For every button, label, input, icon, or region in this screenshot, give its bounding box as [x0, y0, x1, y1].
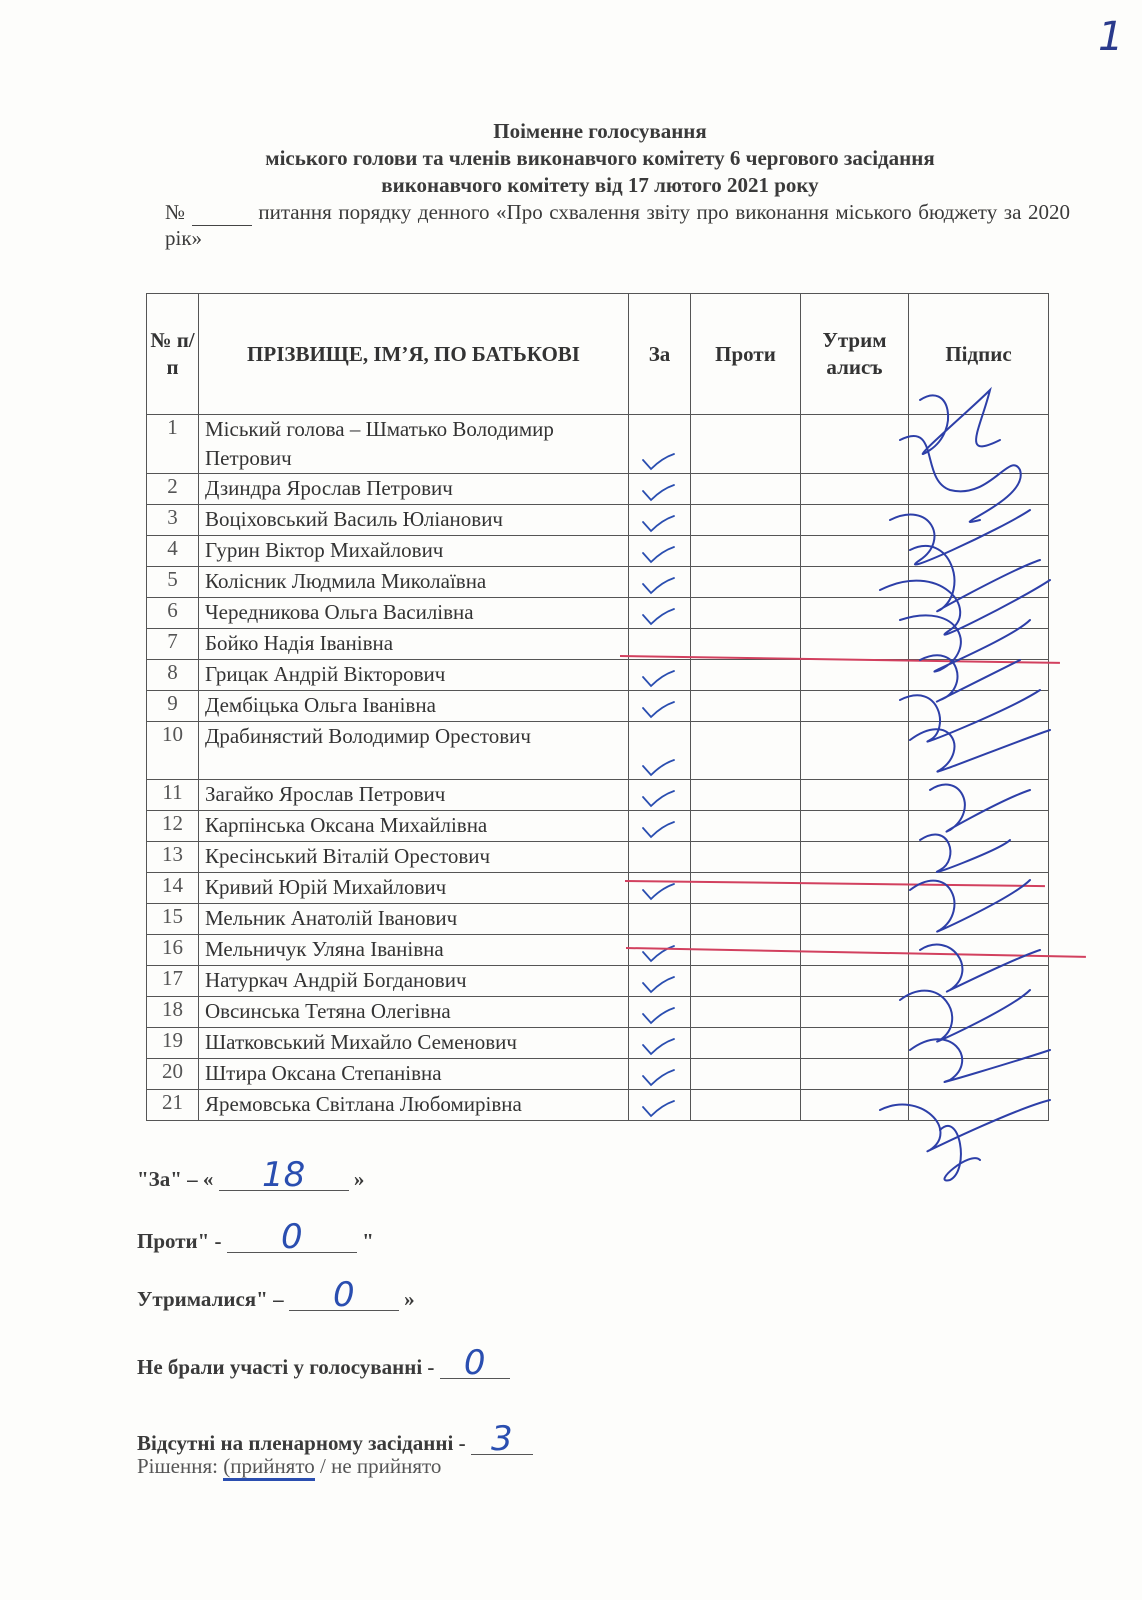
member-name: Грицак Андрій Вікторович [199, 660, 629, 691]
checkmark-icon [641, 883, 675, 901]
summary-for-label: "За" – « [137, 1167, 214, 1191]
checkmark-icon [641, 1007, 675, 1025]
summary-against [137, 1217, 374, 1257]
member-name: Міський голова – Шматько Володимир Петрович [199, 415, 629, 474]
member-name: Бойко Надія Іванівна [199, 629, 629, 660]
summary-not-voted-value: 0 [440, 1348, 510, 1379]
member-name: Загайко Ярослав Петрович [199, 780, 629, 811]
header-num: № п/п [147, 294, 199, 415]
vote-against-cell [691, 660, 801, 691]
vote-against-cell [691, 1028, 801, 1059]
question-number-prefix: № [165, 200, 187, 224]
header-against: Проти [691, 294, 801, 415]
vote-against-cell [691, 505, 801, 536]
agenda-question [165, 200, 1070, 251]
row-number: 19 [147, 1028, 199, 1059]
row-number: 6 [147, 598, 199, 629]
summary-against-end: " [362, 1229, 374, 1253]
question-number-blank [192, 200, 252, 226]
checkmark-icon [641, 759, 675, 777]
vote-for-cell [629, 415, 691, 474]
summary-not-voted [137, 1343, 510, 1383]
member-name: Штира Оксана Степанівна [199, 1059, 629, 1090]
summary-abstain-label: Утрималися" – [137, 1287, 284, 1311]
summary-abstain-end: » [404, 1287, 415, 1311]
vote-against-cell [691, 629, 801, 660]
checkmark-icon [641, 821, 675, 839]
row-number: 5 [147, 567, 199, 598]
member-name: Колісник Людмила Миколаївна [199, 567, 629, 598]
vote-for-cell [629, 722, 691, 780]
member-name: Воціховський Василь Юліанович [199, 505, 629, 536]
decision-label: Рішення: [137, 1454, 218, 1478]
row-number: 12 [147, 811, 199, 842]
document-title-line3: виконавчого комітету від 17 лютого 2021 року [381, 173, 819, 197]
member-name: Натуркач Андрій Богданович [199, 966, 629, 997]
vote-against-cell [691, 966, 801, 997]
summary-abstain-value: 0 [289, 1280, 399, 1311]
summary-absent-label: Відсутні на пленарному засіданні - [137, 1431, 466, 1455]
vote-for-cell [629, 780, 691, 811]
decision-rest: / не прийнято [314, 1454, 442, 1478]
row-number: 18 [147, 997, 199, 1028]
vote-for-cell [629, 474, 691, 505]
checkmark-icon [641, 515, 675, 533]
row-number: 4 [147, 536, 199, 567]
vote-against-cell [691, 598, 801, 629]
vote-for-cell [629, 842, 691, 873]
summary-abstain [137, 1275, 415, 1315]
checkmark-icon [641, 976, 675, 994]
vote-against-cell [691, 1090, 801, 1121]
row-number: 14 [147, 873, 199, 904]
vote-against-cell [691, 1059, 801, 1090]
row-number: 21 [147, 1090, 199, 1121]
row-number: 2 [147, 474, 199, 505]
summary-absent [137, 1419, 533, 1459]
member-name: Гурин Віктор Михайлович [199, 536, 629, 567]
row-number: 17 [147, 966, 199, 997]
member-name: Чередникова Ольга Василівна [199, 598, 629, 629]
vote-for-cell [629, 660, 691, 691]
row-number: 8 [147, 660, 199, 691]
vote-against-cell [691, 904, 801, 935]
vote-against-cell [691, 811, 801, 842]
vote-for-cell [629, 567, 691, 598]
row-number: 13 [147, 842, 199, 873]
member-name: Драбинястий Володимир Орестович [199, 722, 629, 780]
decision-accepted: (прийнято [223, 1454, 315, 1481]
vote-against-cell [691, 567, 801, 598]
checkmark-icon [641, 1038, 675, 1056]
checkmark-icon [641, 790, 675, 808]
checkmark-icon [641, 1069, 675, 1087]
summary-for [137, 1155, 365, 1195]
summary-for-value: 18 [219, 1160, 349, 1191]
vote-against-cell [691, 873, 801, 904]
vote-for-cell [629, 691, 691, 722]
member-name: Шатковський Михайло Семенович [199, 1028, 629, 1059]
checkmark-icon [641, 701, 675, 719]
vote-against-cell [691, 691, 801, 722]
row-number: 16 [147, 935, 199, 966]
header-for: За [629, 294, 691, 415]
vote-against-cell [691, 474, 801, 505]
row-number: 7 [147, 629, 199, 660]
vote-for-cell [629, 997, 691, 1028]
vote-for-cell [629, 505, 691, 536]
vote-for-cell [629, 904, 691, 935]
checkmark-icon [641, 608, 675, 626]
vote-for-cell [629, 598, 691, 629]
vote-for-cell [629, 1028, 691, 1059]
question-text: питання порядку денного «Про схвалення звіту про виконання міського бюджету за 2020 рік» [165, 200, 1070, 250]
member-name: Мельничук Уляна Іванівна [199, 935, 629, 966]
decision-line [137, 1454, 441, 1479]
member-name: Мельник Анатолій Іванович [199, 904, 629, 935]
member-name: Овсинська Тетяна Олегівна [199, 997, 629, 1028]
member-name: Дембіцька Ольга Іванівна [199, 691, 629, 722]
vote-against-cell [691, 536, 801, 567]
vote-for-cell [629, 536, 691, 567]
member-name: Кресінський Віталій Орестович [199, 842, 629, 873]
vote-against-cell [691, 780, 801, 811]
checkmark-icon [641, 546, 675, 564]
vote-for-cell [629, 873, 691, 904]
vote-against-cell [691, 842, 801, 873]
summary-not-voted-label: Не брали участі у голосуванні - [137, 1355, 435, 1379]
row-number: 20 [147, 1059, 199, 1090]
vote-against-cell [691, 722, 801, 780]
vote-for-cell [629, 966, 691, 997]
row-number: 1 [147, 415, 199, 474]
vote-against-cell [691, 997, 801, 1028]
vote-for-cell [629, 1059, 691, 1090]
member-name: Яремовська Світлана Любомирівна [199, 1090, 629, 1121]
header-abstain: Утрим алисъ [801, 294, 909, 415]
vote-for-cell [629, 811, 691, 842]
vote-for-cell [629, 1090, 691, 1121]
signatures-icon [860, 370, 1070, 1190]
row-number: 11 [147, 780, 199, 811]
summary-absent-value: 3 [471, 1424, 533, 1455]
document-title-line1: Поіменне голосування [493, 119, 707, 143]
header-signature: Підпис [909, 294, 1049, 415]
summary-against-value: 0 [227, 1222, 357, 1253]
checkmark-icon [641, 670, 675, 688]
checkmark-icon [641, 484, 675, 502]
row-number: 3 [147, 505, 199, 536]
summary-against-label: Проти" - [137, 1229, 222, 1253]
header-name: ПРІЗВИЩЕ, ІМ’Я, ПО БАТЬКОВІ [199, 294, 629, 415]
page-number: 1 [1098, 14, 1124, 60]
row-number: 10 [147, 722, 199, 780]
member-name: Кривий Юрій Михайлович [199, 873, 629, 904]
member-name: Карпінська Оксана Михайлівна [199, 811, 629, 842]
member-name: Дзиндра Ярослав Петрович [199, 474, 629, 505]
checkmark-icon [641, 1100, 675, 1118]
summary-for-end: » [353, 1167, 365, 1191]
checkmark-icon [641, 453, 675, 471]
document-title-line2: міського голови та членів виконавчого комітету 6 чергового засідання [265, 146, 935, 170]
vote-against-cell [691, 415, 801, 474]
row-number: 9 [147, 691, 199, 722]
checkmark-icon [641, 577, 675, 595]
row-number: 15 [147, 904, 199, 935]
